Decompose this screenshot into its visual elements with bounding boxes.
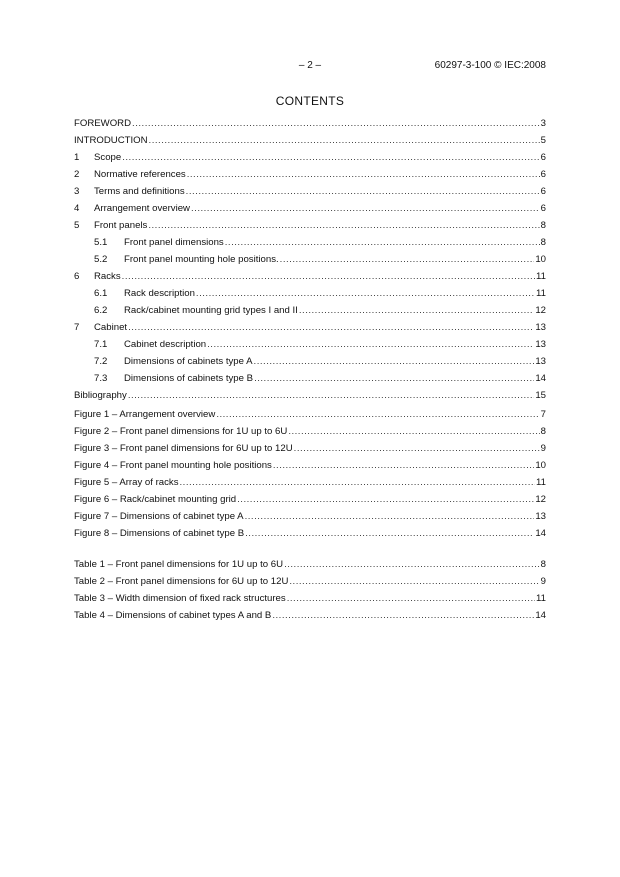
- dot-leader: [289, 573, 539, 590]
- entry-page-number: 9: [540, 576, 546, 587]
- dot-leader: [288, 423, 539, 440]
- entry-number: 4: [74, 203, 80, 214]
- entry-page-number: 10: [535, 460, 546, 471]
- dot-leader: [299, 302, 534, 319]
- entry-page-number: 12: [535, 494, 546, 505]
- toc-entry[interactable]: [74, 508, 546, 525]
- entry-number: 2: [74, 169, 80, 180]
- entry-number: 7.2: [94, 356, 108, 367]
- entry-page-number: 10: [535, 254, 546, 265]
- dot-leader: [148, 217, 539, 234]
- dot-leader: [272, 607, 534, 624]
- entry-page-number: 8: [540, 559, 546, 570]
- entry-page-number: 11: [536, 288, 546, 299]
- entry-title: FOREWORD: [74, 118, 132, 129]
- dot-leader: [273, 457, 534, 474]
- dot-leader: [245, 525, 534, 542]
- entry-title: Front panel dimensions: [124, 237, 224, 248]
- entry-title: Figure 8 – Dimensions of cabinet type B: [74, 528, 245, 539]
- entry-title: Racks: [94, 271, 121, 282]
- toc-entry[interactable]: [74, 166, 546, 183]
- entry-title: Dimensions of cabinets type B: [124, 373, 254, 384]
- toc-entry[interactable]: [74, 423, 546, 440]
- entry-number: 6.2: [94, 305, 108, 316]
- dot-leader: [280, 251, 535, 268]
- entry-title: Terms and definitions: [94, 186, 185, 197]
- entry-title: Arrangement overview: [94, 203, 190, 214]
- entry-title: Figure 5 – Array of racks: [74, 477, 179, 488]
- entry-number: 5: [74, 220, 80, 231]
- toc-entry[interactable]: [74, 474, 546, 491]
- entry-page-number: 11: [536, 477, 546, 488]
- entry-title: Figure 2 – Front panel dimensions for 1U up to 6U: [74, 426, 288, 437]
- dot-leader: [225, 234, 540, 251]
- dot-leader: [180, 474, 536, 491]
- entry-page-number: 14: [535, 528, 546, 539]
- toc-list: [74, 115, 546, 404]
- entry-title: Bibliography: [74, 390, 127, 401]
- entry-title: INTRODUCTION: [74, 135, 148, 146]
- table-list: [74, 556, 546, 624]
- entry-number: 3: [74, 186, 80, 197]
- entry-number: 6.1: [94, 288, 108, 299]
- entry-page-number: 6: [540, 169, 546, 180]
- toc-entry[interactable]: [74, 183, 546, 200]
- toc-entry[interactable]: [74, 525, 546, 542]
- toc-entry[interactable]: [74, 440, 546, 457]
- figure-list: [74, 406, 546, 542]
- entry-page-number: 12: [535, 305, 546, 316]
- dot-leader: [128, 319, 534, 336]
- toc-entry[interactable]: [74, 234, 546, 251]
- entry-page-number: 6: [540, 186, 546, 197]
- entry-page-number: 14: [535, 610, 546, 621]
- dot-leader: [237, 491, 534, 508]
- toc-entry[interactable]: [74, 200, 546, 217]
- entry-title: Table 2 – Front panel dimensions for 6U up to 12U: [74, 576, 289, 587]
- entry-page-number: 7: [540, 409, 546, 420]
- dot-leader: [216, 406, 539, 423]
- toc-entry[interactable]: [74, 406, 546, 423]
- entry-title: Figure 6 – Rack/cabinet mounting grid: [74, 494, 237, 505]
- entry-page-number: 13: [535, 322, 546, 333]
- entry-title: Rack description: [124, 288, 195, 299]
- entry-page-number: 6: [540, 152, 546, 163]
- entry-page-number: 9: [540, 443, 546, 454]
- toc-entry[interactable]: [74, 319, 546, 336]
- entry-page-number: 11: [536, 271, 546, 282]
- toc-entry[interactable]: [74, 302, 546, 319]
- toc-entry[interactable]: [74, 491, 546, 508]
- entry-page-number: 8: [540, 426, 546, 437]
- entry-title: Cabinet description: [124, 339, 207, 350]
- entry-page-number: 13: [535, 339, 546, 350]
- dot-leader: [149, 132, 540, 149]
- dot-leader: [122, 149, 539, 166]
- entry-title: Scope: [94, 152, 122, 163]
- dot-leader: [287, 590, 535, 607]
- entry-title: Figure 3 – Front panel dimensions for 6U up to 12U: [74, 443, 293, 454]
- dot-leader: [245, 508, 535, 525]
- toc-entry[interactable]: [74, 370, 546, 387]
- entry-number: 7: [74, 322, 80, 333]
- dot-leader: [191, 200, 540, 217]
- dot-leader: [207, 336, 534, 353]
- page-number: – 2 –: [298, 60, 322, 71]
- entry-number: 5.1: [94, 237, 108, 248]
- toc-entry[interactable]: [74, 132, 546, 149]
- entry-title: Front panels: [94, 220, 148, 231]
- entry-title: Table 3 – Width dimension of fixed rack structures: [74, 593, 286, 604]
- entry-page-number: 14: [535, 373, 546, 384]
- toc-entry[interactable]: [74, 268, 546, 285]
- toc-entry[interactable]: [74, 387, 546, 404]
- entry-title: Normative references: [94, 169, 186, 180]
- entry-page-number: 11: [536, 593, 546, 604]
- dot-leader: [122, 268, 535, 285]
- entry-title: Figure 4 – Front panel mounting hole positions: [74, 460, 272, 471]
- entry-number: 7.1: [94, 339, 108, 350]
- entry-title: Dimensions of cabinets type A: [124, 356, 253, 367]
- entry-page-number: 8: [540, 220, 546, 231]
- toc-entry[interactable]: [74, 115, 546, 132]
- toc-entry[interactable]: [74, 607, 546, 624]
- entry-title: Table 4 – Dimensions of cabinet types A and B: [74, 610, 272, 621]
- entry-title: Figure 1 – Arrangement overview: [74, 409, 216, 420]
- entry-title: Cabinet: [94, 322, 128, 333]
- toc-entry[interactable]: [74, 353, 546, 370]
- contents-title: CONTENTS: [275, 94, 345, 108]
- toc-entry[interactable]: [74, 149, 546, 166]
- toc-entry[interactable]: [74, 457, 546, 474]
- dot-leader: [284, 556, 540, 573]
- dot-leader: [254, 370, 534, 387]
- entry-number: 7.3: [94, 373, 108, 384]
- dot-leader: [132, 115, 540, 132]
- entry-page-number: 6: [540, 203, 546, 214]
- toc-entry[interactable]: [74, 217, 546, 234]
- entry-number: 6: [74, 271, 80, 282]
- entry-title: Front panel mounting hole positions.: [124, 254, 279, 265]
- entry-number: 5.2: [94, 254, 108, 265]
- entry-page-number: 13: [535, 356, 546, 367]
- entry-title: Figure 7 – Dimensions of cabinet type A: [74, 511, 244, 522]
- standard-reference: 60297-3-100 © IEC:2008: [434, 60, 546, 71]
- toc-entry[interactable]: [74, 285, 546, 302]
- entry-page-number: 8: [540, 237, 546, 248]
- entry-page-number: 15: [535, 390, 546, 401]
- entry-number: 1: [74, 152, 80, 163]
- dot-leader: [128, 387, 535, 404]
- toc-entry[interactable]: [74, 573, 546, 590]
- entry-title: Table 1 – Front panel dimensions for 1U up to 6U: [74, 559, 284, 570]
- entry-page-number: 13: [535, 511, 546, 522]
- dot-leader: [187, 166, 540, 183]
- dot-leader: [196, 285, 535, 302]
- dot-leader: [294, 440, 540, 457]
- toc-entry[interactable]: [74, 590, 546, 607]
- toc-entry[interactable]: [74, 251, 546, 268]
- toc-entry[interactable]: [74, 556, 546, 573]
- entry-page-number: 3: [540, 118, 546, 129]
- dot-leader: [254, 353, 535, 370]
- entry-page-number: 5: [540, 135, 546, 146]
- dot-leader: [186, 183, 540, 200]
- entry-title: Rack/cabinet mounting grid types I and II: [124, 305, 298, 316]
- toc-entry[interactable]: [74, 336, 546, 353]
